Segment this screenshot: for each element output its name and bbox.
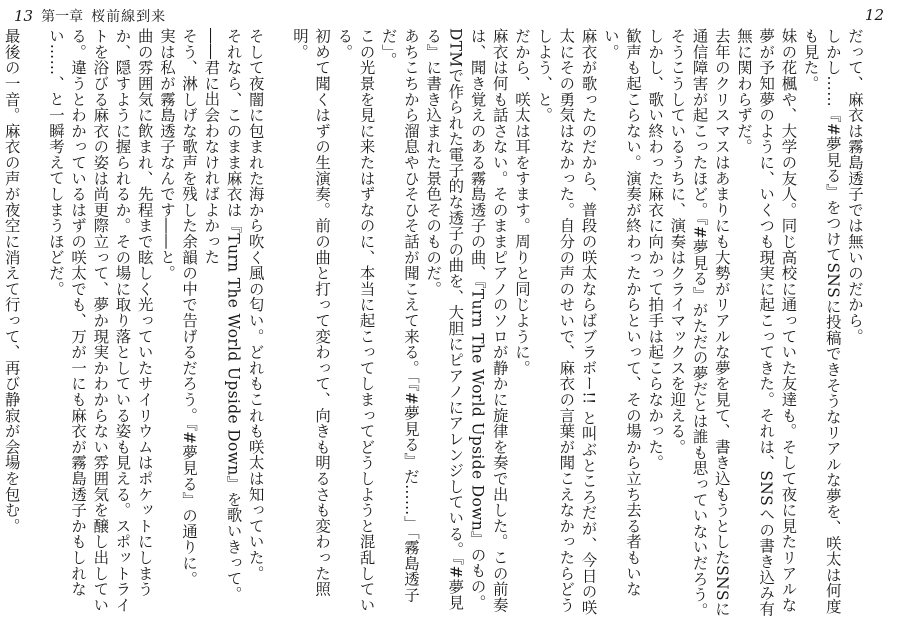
vertical-body-text (2, 28, 866, 628)
paragraph: 曲の雰囲気に飲まれ、先程まで眩しく光っていたサイリウムはポケットにしまうか、隠すように握られるか。その場に取り落としている姿も見える。スポットライトを浴びる麻衣の姿は尚更際立って、夢か現実かわからない雰囲気を醸し出している。違うとわかっているはずの咲太でも、万が一にも麻衣が霧島透子かもしれない……、と一瞬考えてしまうほどだ。 (46, 28, 154, 613)
chapter-title: 桜前線到来 (91, 9, 167, 25)
paragraph: そして夜闇に包まれた海から吹く風の匂い。どれもこれも咲太は知っていた。 (246, 28, 265, 581)
paragraph: 去年のクリスマスはあまりにも大勢がリアルな夢を見て、書き込もうとしたSNSに通信障害が起こったほど。『#夢見る』がただの夢だとは誰も思っていないだろう。 (690, 28, 731, 619)
page-header-left (14, 6, 166, 26)
paragraph: この光景を見に来たはずなのに、本当に起こってしまってどうしようと混乱している。 (335, 28, 376, 613)
paragraph: そう、淋しげな歌声を残した余韻の中で告げるだろう。『#夢見る』の通りに。 (180, 28, 199, 587)
chapter-label: 第一章 (41, 9, 84, 25)
paragraph: 麻衣が歌ったのだから、普段の咲太ならばブラボー!! と叫ぶところだが、今日の咲太にその勇気はなかった。自分の声のせいで、麻衣の言葉が聞こえなかったらどうしよう、と。 (535, 28, 598, 616)
paragraph: 初めて聞くはずの生演奏。前の曲と打って変わって、向きも明るさも変わった照明。 (290, 28, 332, 597)
song-lyric-line: ――君に出会わなければよかった (202, 28, 221, 265)
paragraph: しかし……『#夢見る』をつけてSNSに投稿できそうなリアルな夢を、咲太は何度も見た。 (801, 28, 842, 615)
page-number-right: 12 (864, 6, 884, 24)
paragraph: 妹の花楓や、大学の友人。同じ高校に通っていた友達も。そして夜に見たリアルな夢が予知夢のように、いくつも現実に起こってきた。それは、SNSへの書き込み有無に関わらずだ。 (734, 28, 798, 617)
paragraph: だから、咲太は耳をすます。周りと同じように。 (512, 28, 531, 376)
paragraph: しかし、歌い終わった麻衣に向かって拍手は起こらなかった。 (646, 28, 665, 471)
page-number-left: 13 (14, 7, 34, 25)
paragraph: 歓声も起こらない。演奏が終わったからといって、その場から立ち去る者もいない。 (601, 28, 642, 597)
paragraph: 最後の一音。麻衣の声が夜空に消えて行って、再び静寂が会場を包む。 (2, 28, 21, 534)
paragraph: 実は私が霧島透子なんです――と。 (157, 28, 176, 281)
paragraph: 麻衣は何も話さない。そのままピアノのソロが静かに旋律を奏で出した。この前奏は、聞き覚えのある霧島透子の曲、『Turn The World Upside Down』のもの。DTMで作られた電子的な透子の曲を、大胆にピアノにアレンジしている。『#夢見る』に書き込まれた景色そのものだ。 (424, 28, 509, 613)
paragraph: あちこちから溜息やひそひそ話が聞こえて来る。「『#夢見る』だ……」「霧島透子だ」。 (379, 28, 420, 603)
paragraph: それなら、このまま麻衣は『Turn The World Upside Down』を歌いきって。 (224, 28, 243, 602)
paragraph: そうこうしているうちに、演奏はクライマックスを迎える。 (668, 28, 687, 455)
paragraph: だって、麻衣は霧島透子では無いのだから。 (846, 28, 864, 344)
